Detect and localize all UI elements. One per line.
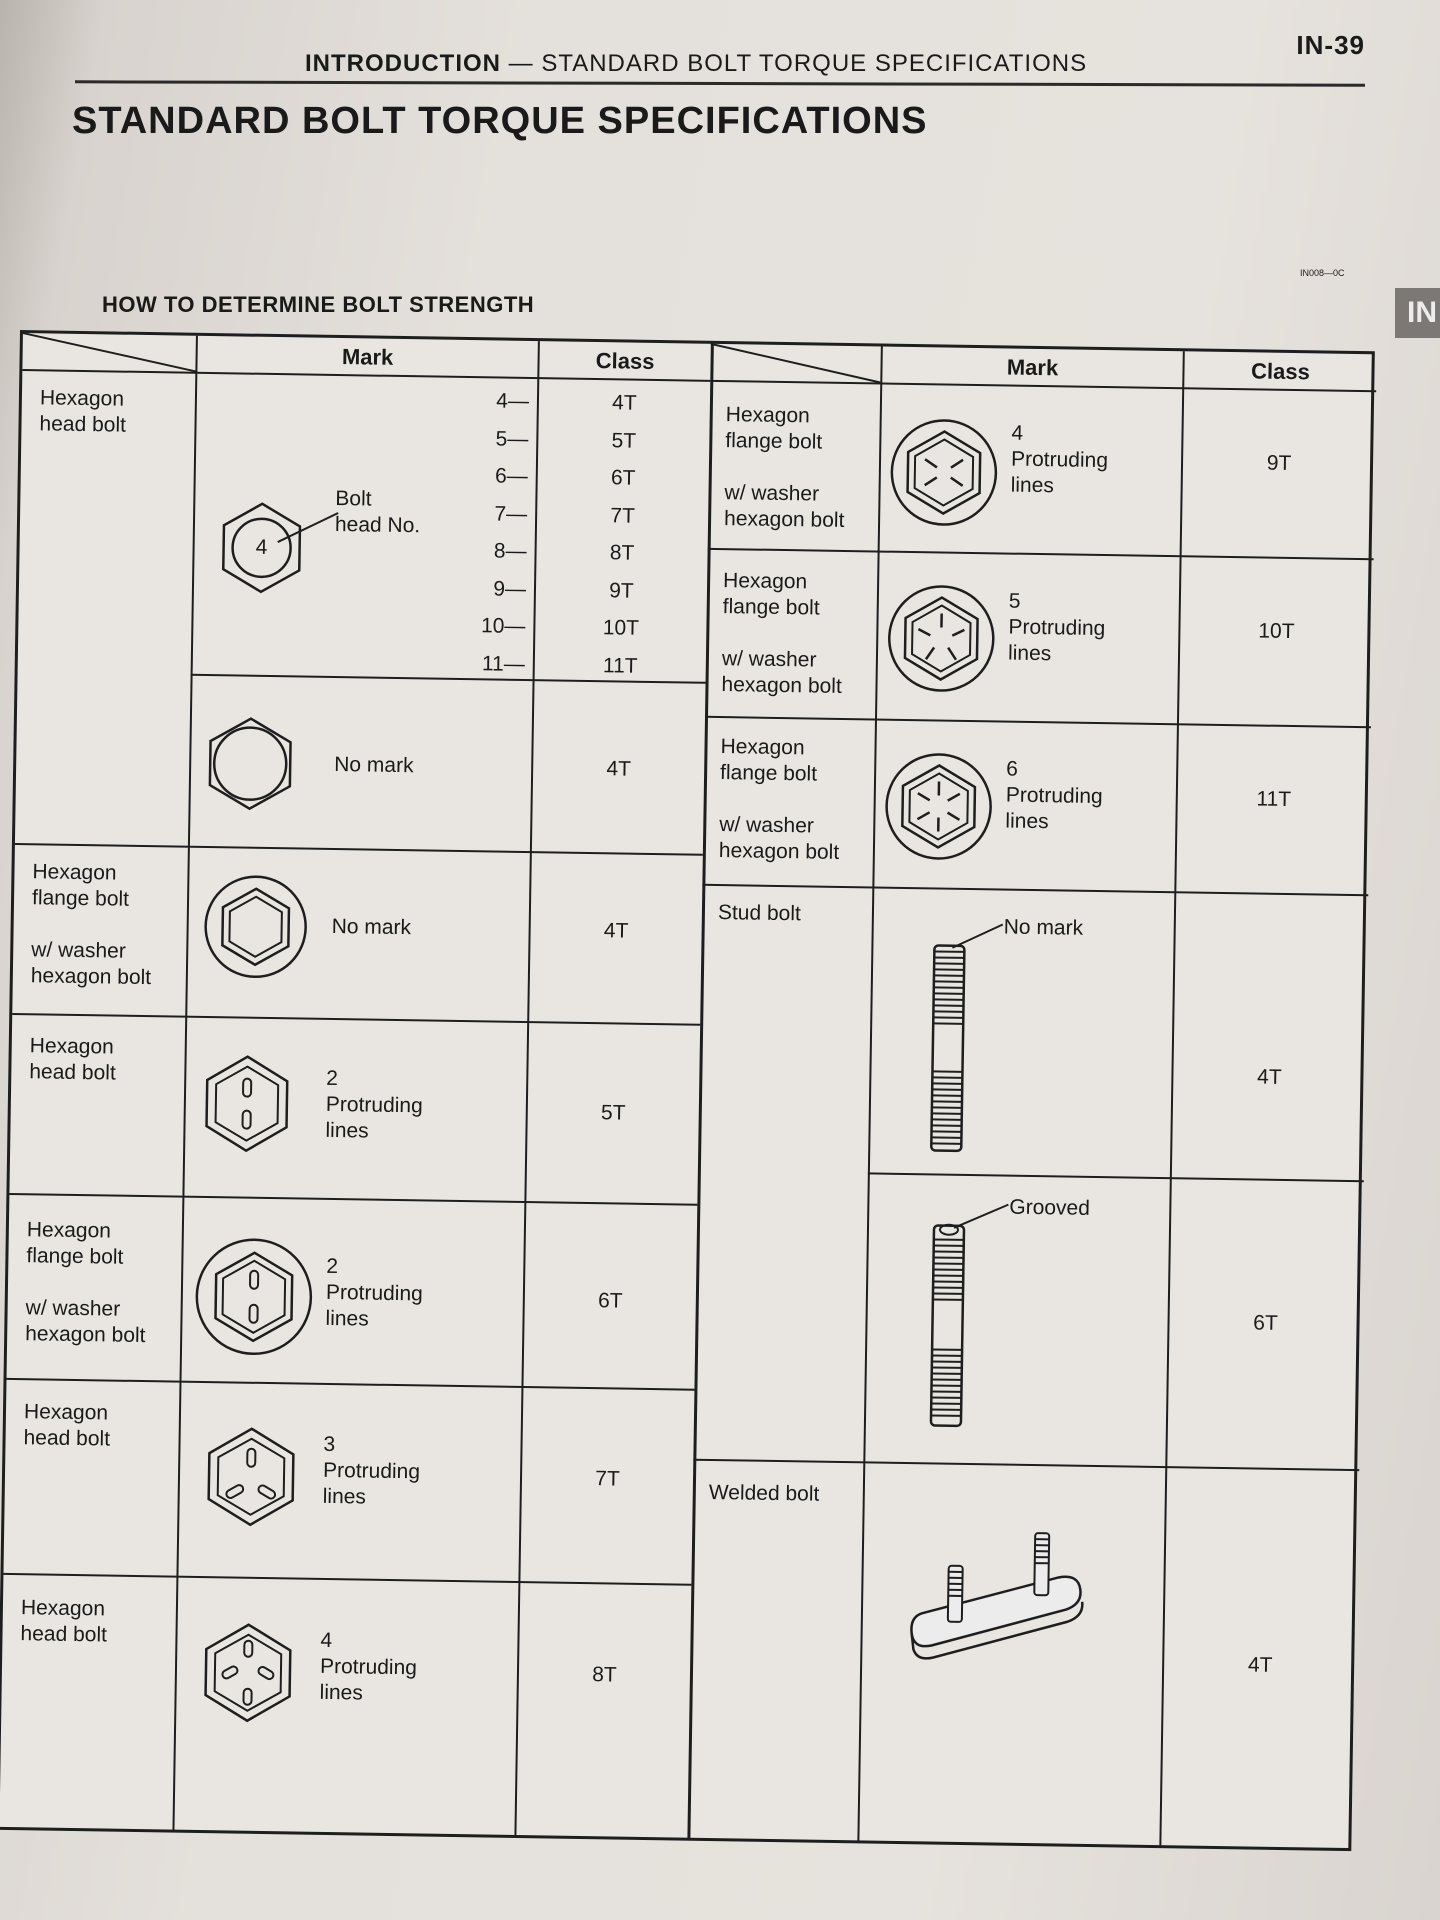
left-row6-type: Hexagon head bolt (23, 1400, 111, 1451)
row-rule-right-5 (693, 1459, 1359, 1471)
bolt-head-number: 10— (480, 614, 526, 638)
hexagon-head-plain-icon (205, 716, 294, 811)
bolt-head-class: 4T (611, 391, 637, 415)
figure-code: IN008—0C (1300, 268, 1345, 278)
row-rule-right-4 (868, 1172, 1364, 1182)
row-rule-right-2 (705, 716, 1371, 728)
right-row4-mark: No mark (1003, 915, 1084, 940)
bolt-head-class: 8T (609, 541, 635, 565)
header-mark-left: Mark (341, 344, 394, 370)
row-rule-right-1 (708, 548, 1374, 560)
row-rule-left-2 (15, 843, 703, 856)
left-row7-mark: 4 Protruding lines (319, 1628, 418, 1705)
left-row6-mark: 3 Protruding lines (322, 1432, 421, 1509)
left-row3-type: Hexagon flange bolt w/ washer hexagon bolt (30, 860, 152, 990)
row-rule-left-5 (7, 1378, 695, 1391)
flange-bolt-5-lines-icon (885, 583, 997, 695)
hexagon-head-2-lines-icon (202, 1054, 292, 1153)
flange-bolt-2-lines-icon (193, 1236, 315, 1358)
bolt-head-class: 10T (602, 616, 640, 640)
header-mark-right: Mark (1006, 354, 1059, 381)
left-row5-type: Hexagon flange bolt w/ washer hexagon bolt (25, 1218, 146, 1348)
bolt-head-number: 4— (496, 389, 530, 414)
header-rule (75, 80, 1365, 86)
grooved-stud-bolt-icon (921, 1199, 1025, 1433)
section-subtitle: HOW TO DETERMINE BOLT STRENGTH (102, 292, 535, 317)
row-rule-right-3 (702, 884, 1368, 896)
header-diagonal-left (22, 333, 198, 374)
bolt-head-class: 9T (609, 578, 634, 603)
bolt-head-class: 7T (610, 503, 636, 528)
right-row4-type: Stud bolt (717, 901, 802, 926)
page-title: STANDARD BOLT TORQUE SPECIFICATIONS (72, 100, 928, 142)
row-rule-left-6 (3, 1573, 691, 1586)
left-row3-mark: No mark (331, 914, 412, 940)
bolt-head-number: 8— (493, 539, 527, 563)
running-head (305, 50, 1087, 78)
bolt-head-number: 11— (481, 651, 525, 676)
running-head-separator: — (508, 50, 534, 77)
right-row3-mark: 6 Protruding lines (1005, 757, 1103, 834)
right-row6-type: Welded bolt (708, 1480, 820, 1506)
left-row1-type: Hexagon head bolt (39, 386, 127, 437)
table-frame (0, 330, 1375, 1851)
flange-bolt-4-lines-icon (888, 417, 1000, 529)
running-head-topic: STANDARD BOLT TORQUE SPECIFICATIONS (541, 50, 1088, 77)
right-row6-class: 4T (1247, 1653, 1273, 1677)
left-row4-class: 5T (600, 1101, 626, 1125)
col-divider-mark-class-right (1159, 351, 1184, 1847)
bolt-strength-table (0, 330, 1375, 1851)
col-divider-center (687, 344, 713, 1840)
right-row5-class: 6T (1253, 1311, 1278, 1335)
right-row4-class: 4T (1256, 1065, 1282, 1089)
left-row4-type: Hexagon head bolt (29, 1034, 116, 1085)
bolt-head-number: 6— (494, 464, 528, 488)
hexagon-head-4-lines-icon (201, 1622, 295, 1723)
bolt-head-class: 11T (602, 653, 638, 678)
left-row2-mark: No mark (334, 752, 414, 778)
left-row1-mark-label: Bolt head No. (334, 486, 421, 538)
header-diagonal-right (710, 344, 881, 385)
right-row2-class: 10T (1258, 619, 1295, 644)
left-row3-class: 4T (603, 919, 629, 943)
right-row1-type: Hexagon flange bolt w/ washer hexagon bolt (723, 403, 845, 532)
bolt-head-number: 7— (494, 501, 528, 526)
right-row2-type: Hexagon flange bolt w/ washer hexagon bolt (721, 569, 842, 698)
flange-bolt-6-lines-icon (883, 751, 995, 863)
header-class-left: Class (595, 348, 655, 374)
hexagon-head-3-lines-icon (204, 1426, 298, 1527)
bolt-head-class: 6T (610, 466, 636, 490)
bolt-head-class: 5T (611, 428, 637, 453)
left-row2-class: 4T (606, 757, 632, 781)
right-row5-mark: Grooved (1009, 1195, 1091, 1220)
col-divider-mark-class-left (514, 341, 539, 1837)
running-head-section: INTRODUCTION (305, 50, 501, 77)
stud-bolt-icon (925, 921, 1019, 1158)
left-row5-mark: 2 Protruding lines (325, 1254, 423, 1331)
right-row3-class: 11T (1256, 787, 1292, 812)
row-rule-left-4 (9, 1193, 697, 1206)
flange-bolt-plain-icon (203, 874, 309, 980)
welded-bolt-icon (907, 1527, 1129, 1660)
row-rule-left-3 (12, 1013, 700, 1026)
bolt-head-number: 9— (493, 576, 527, 601)
hexagon-head-number-glyph: 4 (255, 535, 268, 559)
right-row1-class: 9T (1266, 451, 1292, 475)
page-number: IN-39 (1296, 30, 1365, 60)
header-class-right: Class (1250, 358, 1311, 385)
right-row2-mark: 5 Protruding lines (1007, 589, 1106, 666)
right-row3-type: Hexagon flange bolt w/ washer hexagon bolt (718, 735, 840, 864)
right-row1-mark: 4 Protruding lines (1010, 421, 1109, 498)
left-row4-mark: 2 Protruding lines (325, 1066, 423, 1143)
left-row6-class: 7T (595, 1467, 620, 1491)
left-row7-class: 8T (592, 1663, 617, 1687)
left-row7-type: Hexagon head bolt (20, 1596, 108, 1647)
section-side-tab: IN (1395, 288, 1440, 338)
bolt-head-number: 5— (495, 426, 529, 451)
left-row5-class: 6T (597, 1289, 623, 1313)
